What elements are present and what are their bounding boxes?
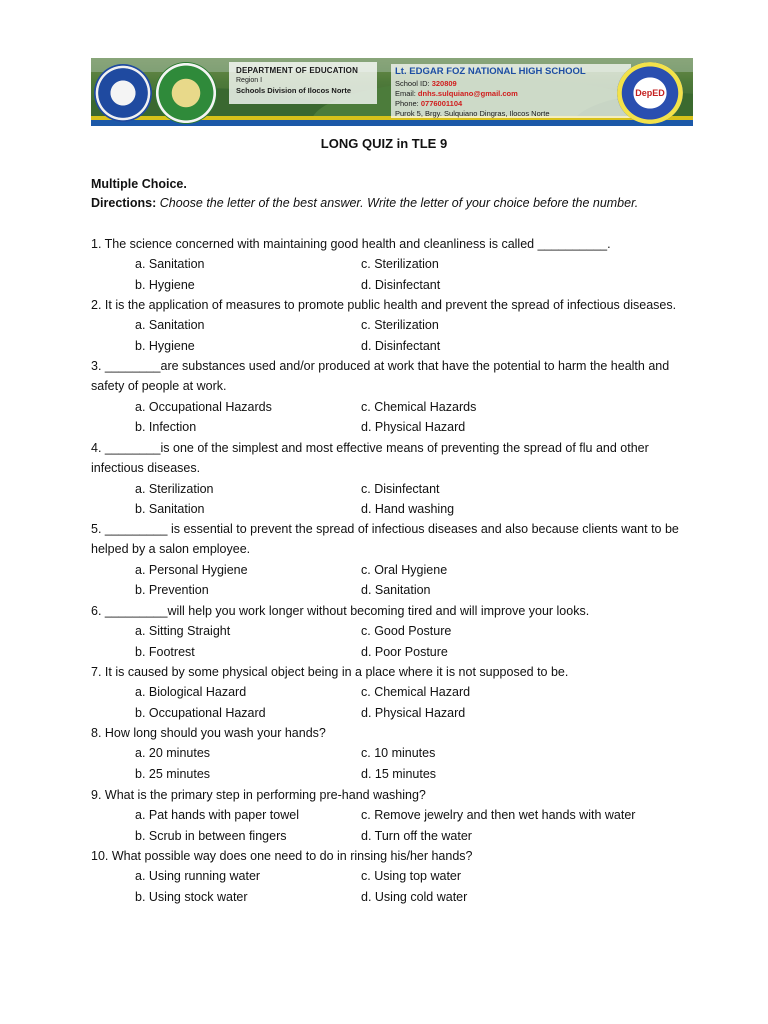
school-seal-icon xyxy=(617,62,683,124)
option: d. Hand washing xyxy=(361,502,455,517)
question-text: 9. What is the primary step in performing pre-hand washing? xyxy=(91,788,426,802)
option: b. Footrest xyxy=(135,644,195,659)
email-label: Email: xyxy=(395,89,418,98)
question-text: 8. How long should you wash your hands? xyxy=(91,726,326,740)
option: a. 20 minutes xyxy=(135,746,211,761)
option: c. Sterilization xyxy=(361,257,439,272)
quiz-title: LONG QUIZ in TLE 9 xyxy=(320,136,448,151)
question xyxy=(91,785,691,846)
question-text: infectious diseases. xyxy=(91,461,201,476)
option: d. Sanitation xyxy=(361,583,431,598)
question-text: 7. It is caused by some physical object being in a place where it is not supposed to be. xyxy=(91,665,569,679)
option: d. Physical Hazard xyxy=(361,420,466,435)
question-text: 6. _________will help you work longer without becoming tired and will improve your looks. xyxy=(91,604,590,618)
option: c. Good Posture xyxy=(361,624,452,639)
question xyxy=(91,519,691,601)
option: c. Disinfectant xyxy=(361,481,440,496)
option: c. Using top water xyxy=(361,869,462,884)
option: b. Sanitation xyxy=(135,502,205,517)
option: b. Using stock water xyxy=(135,889,248,904)
question xyxy=(91,723,691,784)
question xyxy=(91,356,691,438)
question-text: 5. _________ is essential to prevent the spread of infectious diseases and also because clients want to be xyxy=(91,522,679,536)
phone: 0776001104 xyxy=(420,99,463,108)
question-text: 10. What possible way does one need to do in rinsing his/her hands? xyxy=(91,849,473,863)
question xyxy=(91,846,691,907)
option: c. 10 minutes xyxy=(361,746,436,761)
school-seal-text: DepED xyxy=(635,88,665,98)
option: a. Sitting Straight xyxy=(135,624,231,639)
question-text: 1. The science concerned with maintaining good health and cleanliness is called __________. xyxy=(91,237,611,251)
option: d. Disinfectant xyxy=(361,277,441,292)
option: d. Physical Hazard xyxy=(361,705,466,720)
school-name: Lt. EDGAR FOZ NATIONAL HIGH SCHOOL xyxy=(395,66,586,77)
option: a. Pat hands with paper towel xyxy=(135,808,299,823)
option: c. Remove jewelry and then wet hands with water xyxy=(361,808,636,823)
question xyxy=(91,295,691,356)
option: b. Scrub in between fingers xyxy=(135,828,287,843)
option: a. Biological Hazard xyxy=(135,685,247,700)
option: d. Poor Posture xyxy=(361,644,448,659)
question-text: helped by a salon employee. xyxy=(91,542,251,557)
section-title: Multiple Choice. xyxy=(91,177,187,191)
division-seal-icon xyxy=(155,62,217,124)
question-text: 4. ________is one of the simplest and most effective means of preventing the spread of flu and other xyxy=(91,441,649,455)
directions xyxy=(91,196,638,210)
option: b. Prevention xyxy=(135,583,209,598)
school-id-label: School ID: xyxy=(395,79,432,88)
option: a. Sanitation xyxy=(135,257,205,272)
option: a. Occupational Hazards xyxy=(135,399,272,414)
option: a. Sterilization xyxy=(135,481,214,496)
directions-text: Choose the letter of the best answer. Write the letter of your choice before the number. xyxy=(156,196,639,210)
address: Purok 5, Brgy. Sulquiano Dingras, Ilocos Norte xyxy=(395,109,550,118)
option: c. Oral Hygiene xyxy=(361,562,448,577)
option: d. Using cold water xyxy=(361,889,468,904)
question-text: 2. It is the application of measures to promote public health and prevent the spread of infectious diseases. xyxy=(91,298,677,312)
option: b. Infection xyxy=(135,420,197,435)
deped-seal-icon xyxy=(94,64,152,122)
option: b. Occupational Hazard xyxy=(135,705,266,720)
question xyxy=(91,601,691,662)
option: c. Chemical Hazard xyxy=(361,685,471,700)
directions-label: Directions: xyxy=(91,196,157,210)
question-text: 3. ________are substances used and/or produced at work that have the potential to harm the health and xyxy=(91,359,670,373)
question xyxy=(91,438,691,520)
email-line xyxy=(395,89,518,98)
division-name: Schools Division of Ilocos Norte xyxy=(236,86,352,95)
school-id: 320809 xyxy=(431,79,457,88)
option: d. Disinfectant xyxy=(361,338,441,353)
option: a. Using running water xyxy=(135,869,261,884)
option: a. Sanitation xyxy=(135,318,205,333)
phone-line xyxy=(395,99,462,108)
option: a. Personal Hygiene xyxy=(135,562,248,577)
question-text: safety of people at work. xyxy=(91,379,227,394)
department-name: DEPARTMENT OF EDUCATION xyxy=(236,66,359,75)
phone-label: Phone: xyxy=(395,99,421,108)
option: c. Sterilization xyxy=(361,318,439,333)
question xyxy=(91,662,691,723)
option: d. 15 minutes xyxy=(361,766,437,781)
option: b. Hygiene xyxy=(135,277,195,292)
question xyxy=(91,234,691,295)
option: b. Hygiene xyxy=(135,338,195,353)
school-id-line xyxy=(395,79,457,88)
email: dnhs.sulquiano@gmail.com xyxy=(417,89,518,98)
region-name: Region I xyxy=(236,77,263,84)
option: c. Chemical Hazards xyxy=(361,399,477,414)
option: b. 25 minutes xyxy=(135,766,211,781)
header-banner xyxy=(91,58,693,126)
option: d. Turn off the water xyxy=(361,828,472,843)
